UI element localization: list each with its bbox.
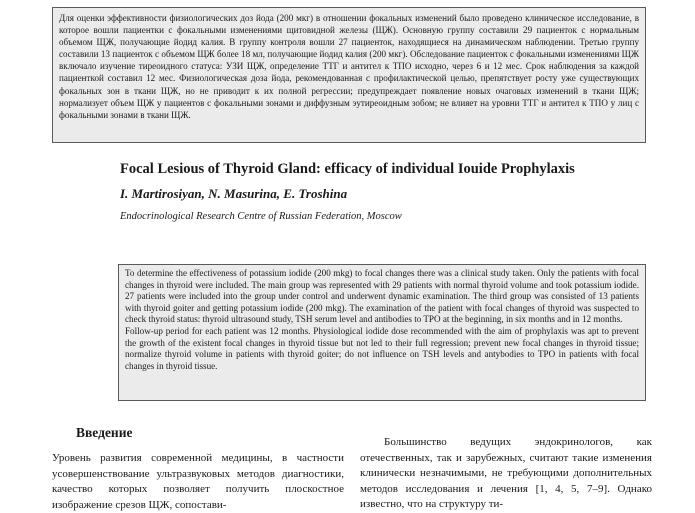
- abstract-en-paragraph-2: Follow-up period for each patient was 12 months. Physiological iodide dose recommended with the aim of prophylaxis was apt to prevent the growth of the existent focal changes in thyroid tissue but not led to their full regression; prevent new focal changes in thyroid tissue; normalize thyroid volume in patients with thyroid goiter; do not influence on TSH levels and antybodies to TPO in patients with focal changes in thyroid tissue.: [125, 325, 639, 371]
- body-paragraph-right: Большинство ведущих эндокринологов, как отечественных, так и зарубежных, считают такие изменения клинически незначимыми, не требующими дополнительных методов исследования и лечения [1, 4, 5, 7–9]. Однако известно, что на структуру ти-: [360, 436, 652, 511]
- article-title: Focal Lesious of Thyroid Gland: efficacy of individual Iouide Prophylaxis: [120, 161, 575, 177]
- abstract-en-box: [118, 264, 646, 401]
- body-paragraph-left: Уровень развития современной медицины, в частности усовершенствование ультразвуковых методов диагностики, качество которых позволяет получить плоскостное изображение срезов ЩЖ, сопостави-: [52, 452, 344, 511]
- body-column-left: [52, 451, 344, 513]
- abstract-ru-text: Для оценки эффективности физиологических доз йода (200 мкг) в отношении фокальных изменений было проведено клиническое исследование, в которое вошли пациентки с фокальными изменениями щитовидной железы (ЩЖ). Основную группу составили 29 пациенток с нормальным объемом ЩЖ, получающие йодид калия. В группу контроля вошли 27 пациенток, находящиеся на динамическом наблюдении. Третью группу составили 13 пациенток с объемом ЩЖ более 18 мл, получающие йодид калия (200 мкг). Обследование пациенток с фокальными изменениями ЩЖ включало изучение тиреоидного статуса: УЗИ ЩЖ, определение ТТГ и антител к ТПО исходно, через 6 и 12 мес. Срок наблюдения за каждой пациенткой составил 12 мес. Физиологическая доза йода, рекомендованная с профилактической целью, препятствует росту уже существующих фокальных зон в ткани ЩЖ, но не приводит к их полной регрессии; предупреждает появление новых очаговых изменений в ткани ЩЖ; нормализует объем ЩЖ у пациентов с фокальными зонами и диффузным эутиреоидным зобом; не влияет на уровни ТТГ и антител к ТПО у лиц с фокальными зонами в ткани ЩЖ.: [59, 13, 639, 120]
- affiliation: Endocrinological Research Centre of Russian Federation, Moscow: [120, 211, 402, 222]
- authors: I. Martirosiyan, N. Masurina, E. Troshina: [120, 186, 348, 201]
- body-column-right: [360, 435, 652, 513]
- abstract-en-paragraph-1: To determine the effectiveness of potassium iodide (200 mkg) to focal changes there was a clinical study taken. Only the patients with focal changes in thyroid were included. The main group was represented with 29 patients with normal thyroid volume and took potassium iodide. 27 patients were included into the group under control and underwent dynamic examination. The third group was consisted of 13 patients with thyroid goiter and getting potassium iodide (200 mkg). The examination of the patient with focal changes of thyroid was suspected to check thyroid status: thyroid ultrasound study, TSH serum level and antibodies to TPO at the beginning, in six months and in 12 months.: [125, 268, 639, 325]
- abstract-ru-box: [52, 7, 646, 143]
- section-heading-introduction: Введение: [76, 425, 133, 440]
